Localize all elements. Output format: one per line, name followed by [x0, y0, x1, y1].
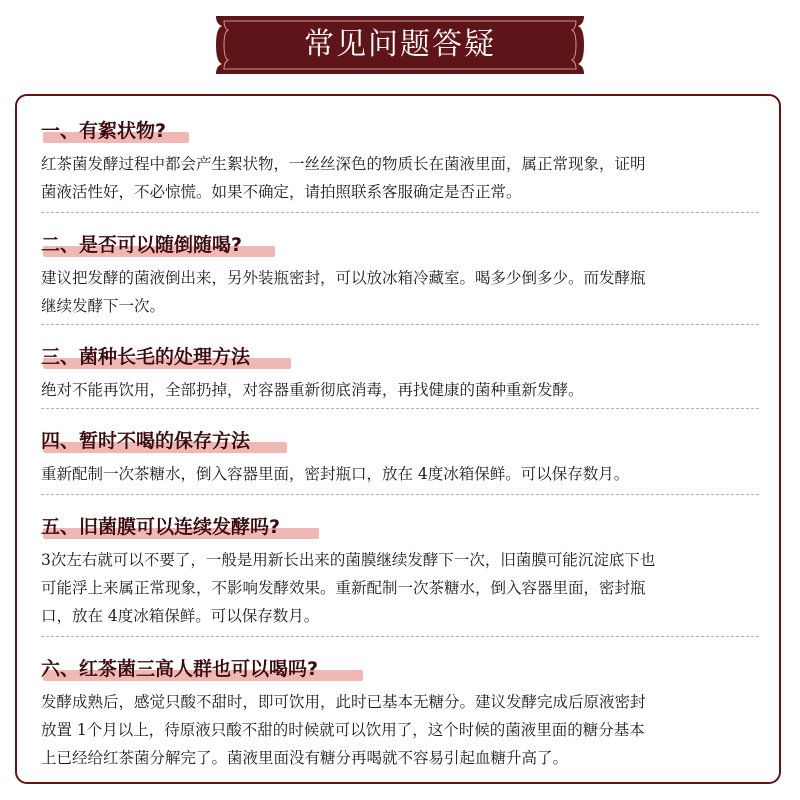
divider	[41, 408, 759, 409]
question-text: 二、是否可以随倒随喝?	[41, 234, 243, 256]
faq-item-3	[41, 342, 761, 404]
divider	[41, 636, 759, 637]
faq-question-5	[41, 512, 761, 542]
question-text: 四、暂时不喝的保存方法	[41, 430, 251, 452]
question-text: 六、红茶菌三高人群也可以喝吗?	[41, 658, 319, 680]
faq-answer-5: 3次左右就可以不要了，一般是用新长出来的菌膜继续发酵下一次，旧菌膜可能沉淀底下也 可能浮上来属正常现象，不影响发酵效果。重新配制一次茶糖水，倒入容器里面，密封瓶 口，放在 4度冰箱保鲜。可以保存数月。	[41, 551, 656, 625]
faq-question-1	[41, 116, 761, 146]
faq-item-1	[41, 116, 761, 206]
divider	[41, 494, 759, 495]
faq-answer-1: 红茶菌发酵过程中都会产生絮状物，一丝丝深色的物质长在菌液里面，属正常现象，证明 菌液活性好，不必惊慌。如果不确定，请拍照联系客服确定是否正常。	[41, 155, 646, 201]
question-text: 五、旧菌膜可以连续发酵吗?	[41, 516, 281, 538]
faq-item-4	[41, 426, 761, 488]
faq-question-6	[41, 654, 761, 684]
faq-item-6	[41, 654, 761, 772]
faq-answer-6: 发酵成熟后，感觉只酸不甜时，即可饮用，此时已基本无糖分。建议发酵完成后原液密封 放置 1个月以上，待原液只酸不甜的时候就可以饮用了，这个时候的菌液里面的糖分基本 上已经给红茶菌分解完了。菌液里面没有糖分再喝就不容易引起血糖升高了。	[41, 693, 646, 767]
question-text: 一、有絮状物?	[41, 120, 167, 142]
faq-answer-4: 重新配制一次茶糖水，倒入容器里面，密封瓶口，放在 4度冰箱保鲜。可以保存数月。	[41, 465, 630, 483]
divider	[41, 212, 759, 213]
faq-answer-2: 建议把发酵的菌液倒出来，另外装瓶密封，可以放冰箱冷藏室。喝多少倒多少。而发酵瓶 继续发酵下一次。	[41, 269, 646, 315]
question-text: 三、菌种长毛的处理方法	[41, 346, 251, 368]
faq-item-5	[41, 512, 761, 630]
faq-answer-3: 绝对不能再饮用，全部扔掉，对容器重新彻底消毒，再找健康的菌种重新发酵。	[41, 381, 584, 399]
page-title: 常见问题答疑	[304, 27, 496, 62]
faq-card	[15, 94, 781, 784]
title-banner	[212, 14, 588, 76]
faq-question-4	[41, 426, 761, 456]
faq-question-3	[41, 342, 761, 372]
faq-item-2	[41, 230, 761, 320]
faq-question-2	[41, 230, 761, 260]
divider	[41, 324, 759, 325]
